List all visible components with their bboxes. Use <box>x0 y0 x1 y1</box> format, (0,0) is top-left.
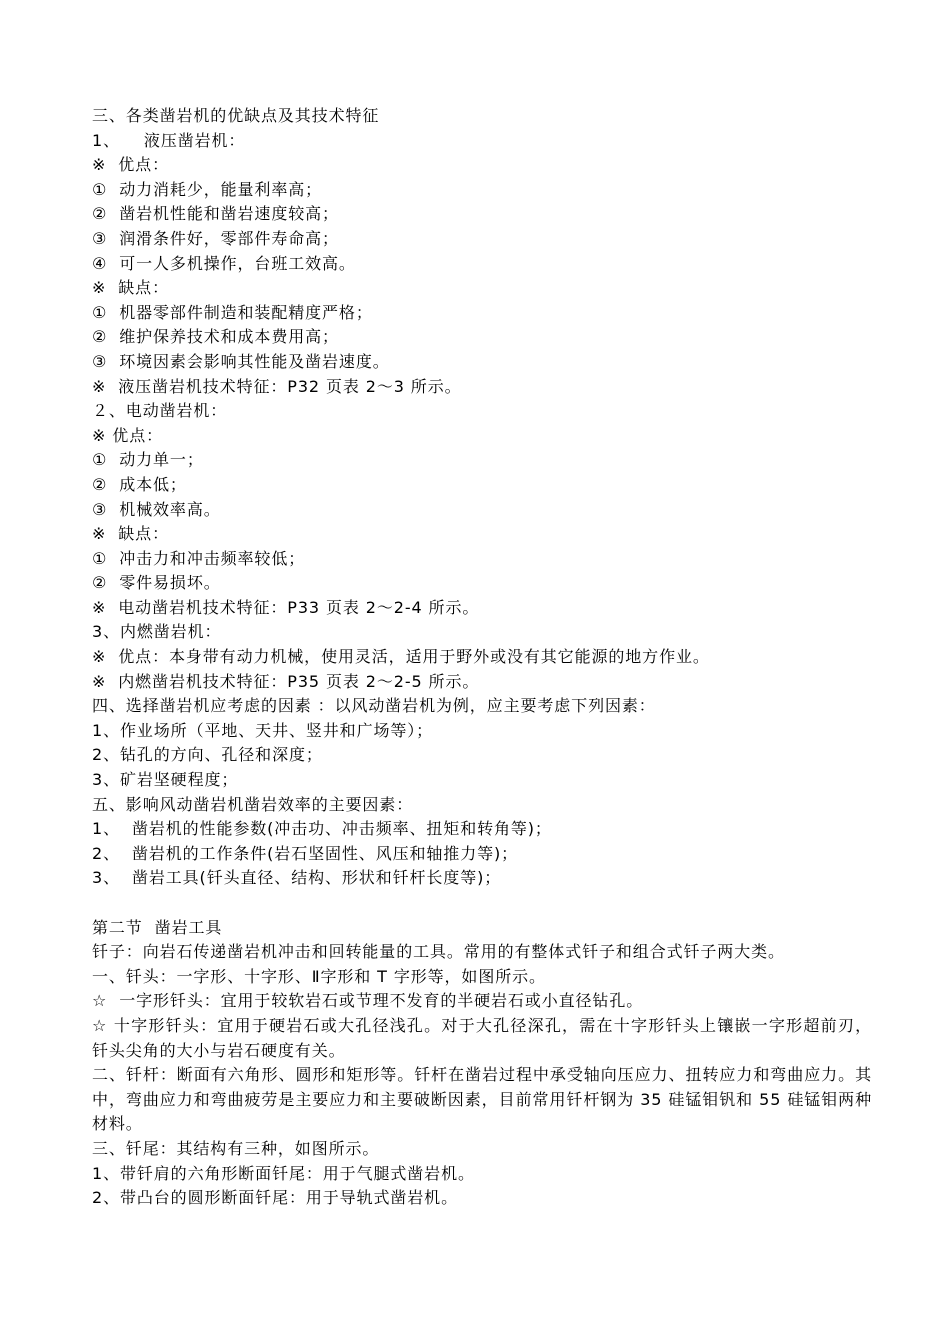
subsection-hydraulic: 1、 液压凿岩机： <box>92 130 246 150</box>
list-item: ③ 润滑条件好，零部件寿命高； <box>92 228 339 248</box>
list-item: ※ 优点：本身带有动力机械，使用灵活，适用于野外或没有其它能源的地方作业。 <box>92 647 710 667</box>
section-drill-bit: 一、钎头：一字形、十字形、Ⅱ字形和 T 字形等，如图所示。 <box>92 966 546 986</box>
section-heading-3: 三、各类凿岩机的优缺点及其技术特征 <box>92 106 380 125</box>
tech-spec-note: ※ 液压凿岩机技术特征：P32 页表 2～3 所示。 <box>92 376 462 396</box>
list-item: 1、带钎肩的六角形断面钎尾：用于气腿式凿岩机。 <box>92 1163 475 1183</box>
tech-spec-note: ※ 电动凿岩机技术特征：P33 页表 2～2-4 所示。 <box>92 597 480 617</box>
list-item: ③ 机械效率高。 <box>92 499 221 519</box>
list-item: 2、 凿岩机的工作条件(岩石坚固性、风压和轴推力等)； <box>92 843 519 863</box>
paragraph-cross-bit: ☆ 十字形钎头：宜用于硬岩石或大孔径浅孔。对于大孔径深孔，需在十字形钎头上镶嵌一字形超前刃，钎头尖角的大小与岩石硬度有关。 <box>92 1015 872 1060</box>
list-item: 2、钻孔的方向、孔径和深度； <box>92 745 323 765</box>
list-item: ① 动力消耗少，能量利率高； <box>92 179 323 199</box>
list-item: ① 冲击力和冲击频率较低； <box>92 548 306 568</box>
advantages-label: ※ 优点： <box>92 425 163 445</box>
list-item: ② 凿岩机性能和凿岩速度较高； <box>92 204 339 224</box>
list-item: 1、 凿岩机的性能参数(冲击功、冲击频率、扭矩和转角等)； <box>92 819 552 839</box>
advantages-label: ※ 优点： <box>92 155 169 175</box>
list-item: ② 零件易损坏。 <box>92 573 221 593</box>
subsection-combustion: 3、内燃凿岩机： <box>92 622 222 642</box>
list-item: 1、作业场所（平地、天井、竖井和广场等）； <box>92 720 434 740</box>
disadvantages-label: ※ 缺点： <box>92 278 169 298</box>
section-heading-5: 五、影响风动凿岩机凿岩效率的主要因素： <box>92 794 414 814</box>
disadvantages-label: ※ 缺点： <box>92 524 169 544</box>
list-item: ☆ 一字形钎头：宜用于较软岩石或节理不发育的半硬岩石或小直径钻孔。 <box>92 991 644 1011</box>
list-item: ④ 可一人多机操作，台班工效高。 <box>92 253 356 273</box>
list-item: ② 维护保养技术和成本费用高； <box>92 327 339 347</box>
list-item: 3、 凿岩工具(钎头直径、结构、形状和钎杆长度等)； <box>92 868 502 888</box>
list-item: ① 动力单一； <box>92 450 204 470</box>
section-shank: 三、钎尾：其结构有三种，如图所示。 <box>92 1138 380 1158</box>
list-item: 2、带凸台的圆形断面钎尾：用于导轨式凿岩机。 <box>92 1188 458 1208</box>
tech-spec-note: ※ 内燃凿岩机技术特征：P35 页表 2～2-5 所示。 <box>92 671 480 691</box>
list-item: ③ 环境因素会影响其性能及凿岩速度。 <box>92 351 390 371</box>
list-item: ① 机器零部件制造和装配精度严格； <box>92 302 373 322</box>
paragraph-drill-rod: 二、钎杆：断面有六角形、圆形和矩形等。钎杆在凿岩过程中承受轴向压应力、扭转应力和弯曲应力。其中，弯曲应力和弯曲疲劳是主要应力和主要破断因素，目前常用钎杆钢为 35 硅锰钼钒和 55 硅锰钼两种材料。 <box>92 1065 872 1134</box>
document-body <box>92 104 872 1211</box>
paragraph-intro: 钎子：向岩石传递凿岩机冲击和回转能量的工具。常用的有整体式钎子和组合式钎子两大类。 <box>92 942 785 962</box>
subsection-electric: ２、电动凿岩机： <box>92 401 228 421</box>
list-item: 3、矿岩坚硬程度； <box>92 770 239 790</box>
chapter-section-title: 第二节 凿岩工具 <box>92 917 223 937</box>
list-item: ② 成本低； <box>92 474 187 494</box>
blank-line <box>92 891 872 916</box>
section-heading-4: 四、选择凿岩机应考虑的因素 ：以风动凿岩机为例，应主要考虑下列因素： <box>92 696 656 716</box>
